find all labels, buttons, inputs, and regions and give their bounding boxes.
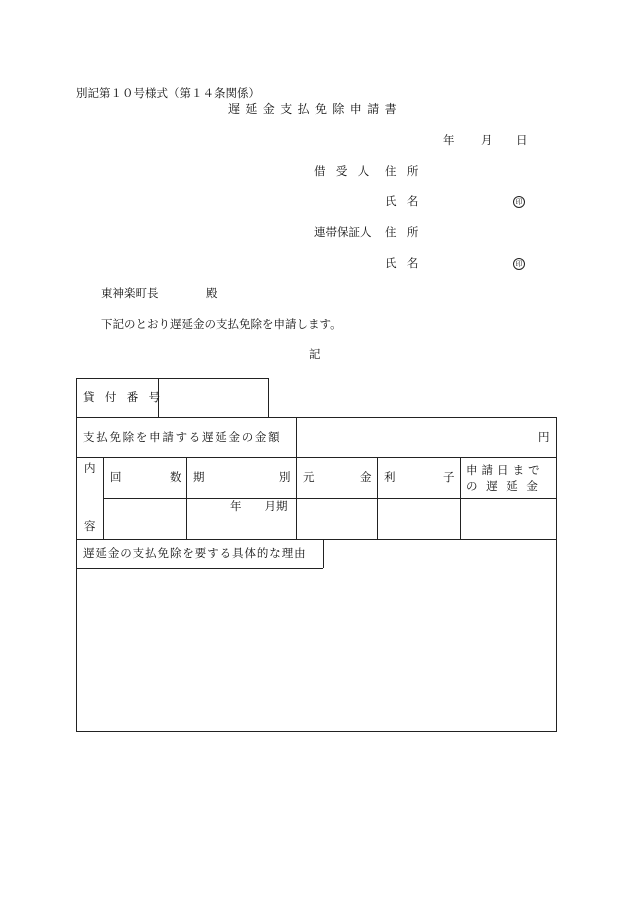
header-su: 数 [170, 470, 182, 484]
date-day: 日 [516, 133, 528, 147]
date-year: 年 [443, 133, 455, 147]
addressee-name: 東神楽町長 [101, 286, 159, 300]
loan-number-label: 貸付番号 [83, 390, 171, 404]
addressee-honorific: 殿 [206, 286, 218, 300]
request-statement: 下記のとおり遅延金の支払免除を申請します。 [101, 317, 342, 331]
delay-amount-field[interactable] [462, 500, 554, 537]
header-ki: 期 [193, 470, 205, 484]
document-title: 遅延金支払免除申請書 [228, 102, 403, 116]
guarantor-address-label: 住所 [385, 225, 429, 239]
borrower-role: 借受人 [314, 164, 380, 178]
loan-number-field[interactable] [160, 380, 266, 415]
header-betsu: 別 [279, 470, 291, 484]
guarantor-seal-mark: 印 [513, 258, 525, 270]
header-kin: 金 [360, 470, 372, 484]
header-shi: 子 [443, 470, 455, 484]
yen-unit: 円 [538, 430, 550, 444]
ki-heading: 記 [309, 347, 321, 361]
borrower-seal-mark: 印 [513, 196, 525, 208]
borrower-address-label: 住所 [385, 164, 429, 178]
detail-label-top: 内 [84, 461, 96, 475]
reason-field[interactable] [78, 570, 554, 729]
date-month: 月 [481, 133, 493, 147]
header-ri: 利 [384, 470, 396, 484]
form-number: 別記第１０号様式（第１４条関係） [76, 86, 260, 100]
interest-field[interactable] [379, 500, 458, 537]
principal-field[interactable] [298, 500, 375, 537]
detail-label-bottom: 容 [84, 519, 96, 533]
borrower-name-label: 氏名 [385, 194, 429, 208]
header-kai: 回 [110, 470, 122, 484]
header-delay-line1: 申請日まで [466, 463, 544, 477]
period-value: 年 月期 [230, 499, 288, 513]
header-gan: 元 [303, 470, 315, 484]
exemption-amount-field[interactable] [298, 419, 528, 455]
count-field[interactable] [105, 500, 184, 537]
guarantor-role: 連帯保証人 [314, 225, 372, 239]
guarantor-name-label: 氏名 [385, 256, 429, 270]
exemption-amount-label: 支払免除を申請する遅延金の金額 [83, 430, 282, 444]
header-delay-line2: の遅延金 [466, 479, 547, 493]
reason-label: 遅延金の支払免除を要する具体的な理由 [83, 546, 307, 560]
